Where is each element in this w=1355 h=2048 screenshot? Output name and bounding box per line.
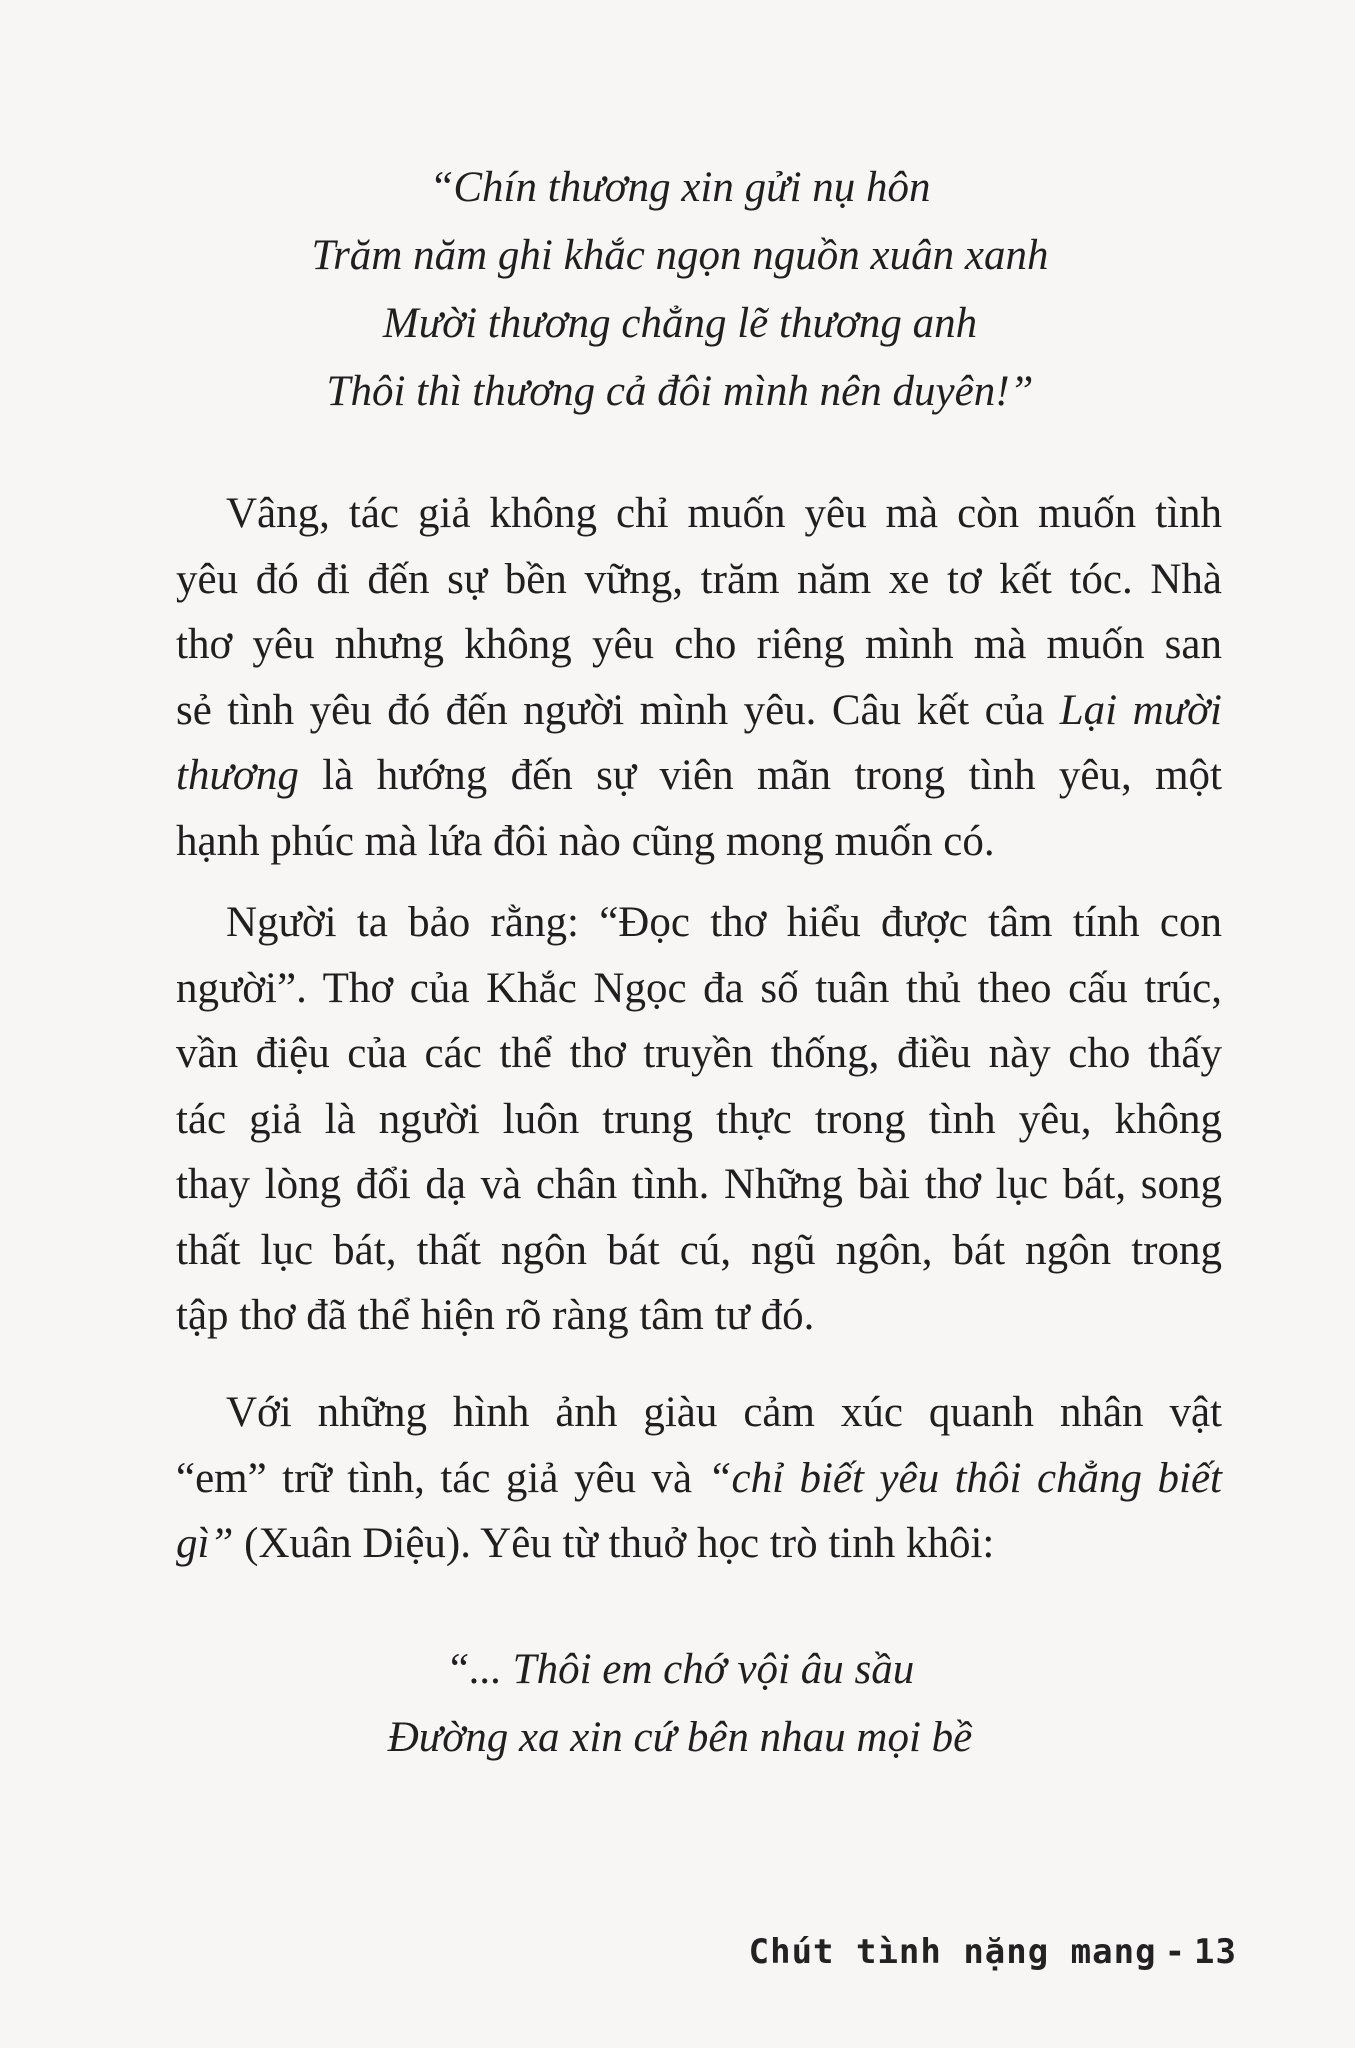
text-line: yêu đó đi đến sự bền vững, trăm năm xe tơ kết tóc. Nhà [176, 555, 1222, 603]
text-line [176, 678, 1222, 744]
footer-separator: - [1164, 1932, 1187, 1972]
paragraph-3 [176, 1380, 1222, 1577]
running-footer [749, 1932, 1237, 1972]
poem-line: Mười thương chẳng lẽ thương anh [382, 300, 978, 347]
book-title: Chút tình nặng mang [748, 1932, 1157, 1972]
text-line: Người ta bảo rằng: “Đọc thơ hiểu được tâm tính con [226, 899, 1222, 946]
text-segment: (Xuân Diệu). Yêu từ thuở học trò tinh khôi: [233, 1520, 995, 1567]
poem-line: Đường xa xin cứ bên nhau mọi bề [387, 1714, 973, 1761]
poem-line: Thôi thì thương cả đôi mình nên duyên!” [326, 368, 1034, 415]
quote-italic: gì” [176, 1520, 234, 1567]
poem-excerpt-1 [180, 154, 1180, 426]
text-segment: “em” trữ tình, tác giả yêu và [176, 1454, 708, 1502]
text-line [176, 1511, 1222, 1577]
poem-excerpt-2 [180, 1636, 1180, 1772]
paragraph-1 [176, 481, 1222, 874]
poem-line: Trăm năm ghi khắc ngọn nguồn xuân xanh [311, 232, 1049, 279]
poem-line: “... Thôi em chớ vội âu sầu [445, 1646, 915, 1693]
text-line: Với những hình ảnh giàu cảm xúc quanh nhân vật [226, 1389, 1222, 1436]
text-line: tập thơ đã thể hiện rõ ràng tâm tư đó. [176, 1292, 815, 1339]
text-segment: là hướng đến sự viên mãn trong tình yêu, một [298, 752, 1222, 799]
text-line: tác giả là người luôn trung thực trong tình yêu, không [176, 1095, 1222, 1143]
paragraph-2 [176, 890, 1222, 1349]
text-segment: sẻ tình yêu đó đến người mình yêu. Câu kết của [176, 686, 1060, 734]
text-line: thất lục bát, thất ngôn bát cú, ngũ ngôn, bát ngôn trong [176, 1226, 1222, 1274]
text-line: người”. Thơ của Khắc Ngọc đa số tuân thủ theo cấu trúc, [176, 964, 1222, 1012]
quote-italic: “chỉ biết yêu thôi chẳng biết [707, 1454, 1222, 1502]
text-line: thơ yêu nhưng không yêu cho riêng mình mà muốn san [176, 621, 1222, 668]
text-line [176, 1446, 1222, 1512]
poem-title-italic: Lại mười [1059, 686, 1222, 734]
poem-title-italic: thương [176, 752, 299, 799]
poem-line: “Chín thương xin gửi nụ hôn [429, 164, 931, 211]
text-line: Vâng, tác giả không chỉ muốn yêu mà còn muốn tình [226, 490, 1222, 537]
text-line: thay lòng đổi dạ và chân tình. Những bài thơ lục bát, song [176, 1161, 1222, 1208]
text-line [176, 743, 1222, 809]
text-line: hạnh phúc mà lứa đôi nào cũng mong muốn có. [176, 817, 995, 865]
text-line: vần điệu của các thể thơ truyền thống, điều này cho thấy [176, 1030, 1222, 1077]
page-number: 13 [1194, 1932, 1237, 1972]
